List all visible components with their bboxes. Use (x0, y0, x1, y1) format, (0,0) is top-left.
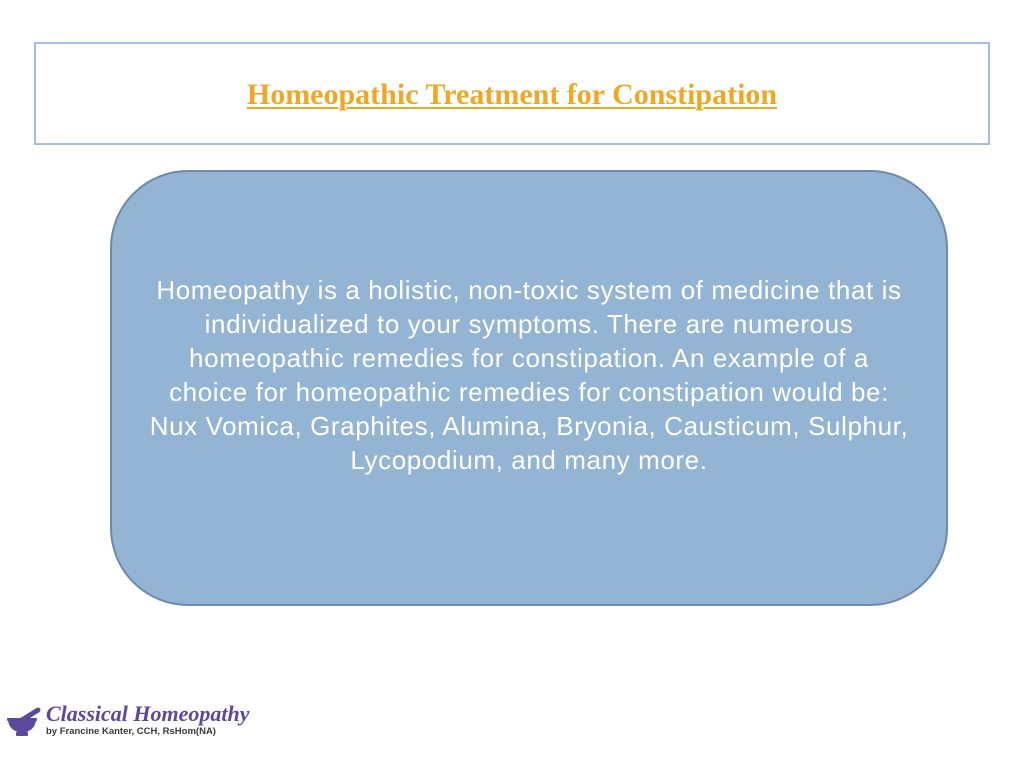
mortar-and-pestle-icon (6, 706, 42, 738)
logo-name: Classical Homeopathy (46, 701, 250, 726)
body-text-line-5: Nux Vomica, Graphites, Alumina, Bryonia, Causticum, Sulphur, (149, 411, 909, 441)
logo (6, 700, 250, 744)
body-text-line-2: individualized to your symptoms. There are numerous (204, 309, 854, 339)
title-box (34, 42, 990, 145)
slide-title: Homeopathic Treatment for Constipation (246, 77, 778, 111)
logo-byline: by Francine Kanter, CCH, RsHom(NA) (46, 726, 216, 737)
body-text-line-3: homeopathic remedies for constipation. An example of a (189, 343, 869, 373)
body-text (112, 273, 946, 477)
body-text-line-6: Lycopodium, and many more. (350, 445, 708, 475)
body-text-line-4: choice for homeopathic remedies for constipation would be: (169, 377, 889, 407)
content-panel (110, 170, 948, 606)
body-text-line-1: Homeopathy is a holistic, non-toxic system of medicine that is (156, 275, 902, 305)
